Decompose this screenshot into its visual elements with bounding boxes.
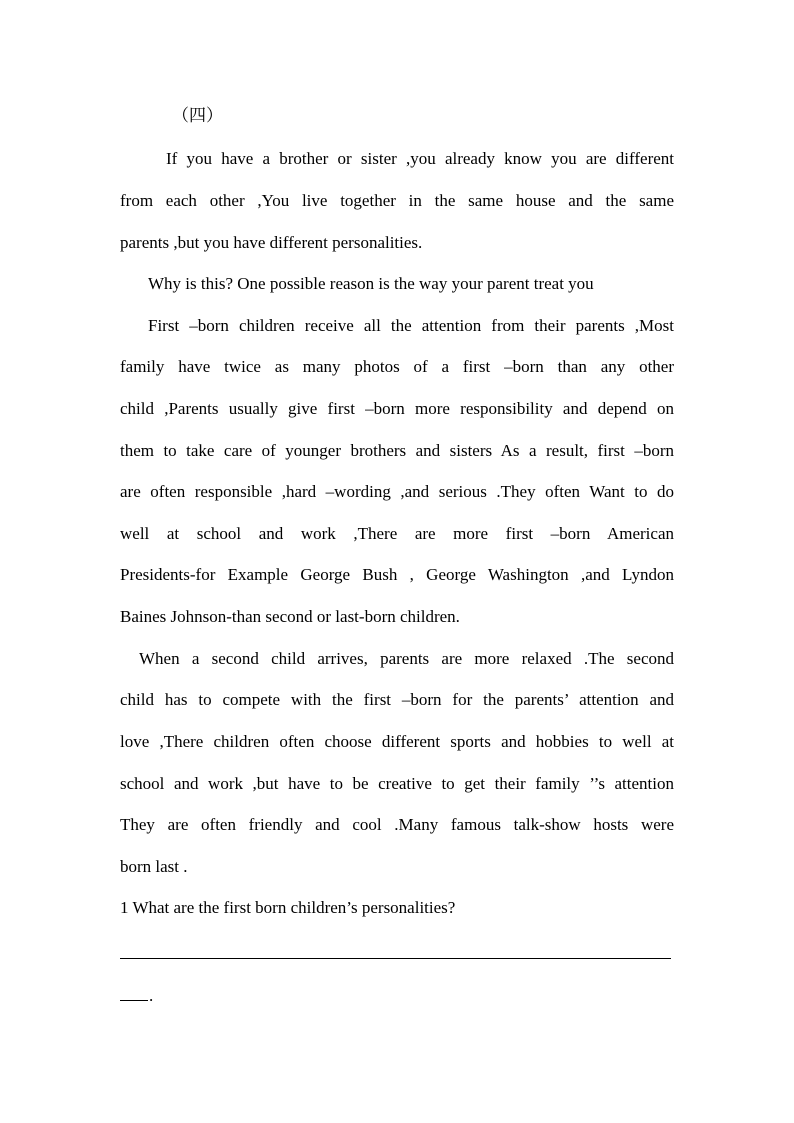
passage-line: child has to compete with the first –born for the parents’ attention and xyxy=(120,690,674,709)
question-text: 1 What are the first born children’s personalities? xyxy=(120,898,456,917)
passage-line: school and work ,but have to be creative to get their family ’’s attention xyxy=(120,774,674,793)
passage-line: well at school and work ,There are more first –born American xyxy=(120,524,674,543)
passage-line: First –born children receive all the attention from their parents ,Most xyxy=(148,316,674,335)
passage-line: When a second child arrives, parents are more relaxed .The second xyxy=(139,649,674,668)
passage-line: parents ,but you have different personalities. xyxy=(120,233,423,252)
answer-blank xyxy=(120,984,148,1001)
passage-line: from each other ,You live together in the same house and the same xyxy=(120,191,674,210)
passage-line: Why is this? One possible reason is the way your parent treat you xyxy=(148,274,594,293)
answer-period: . xyxy=(149,986,154,1005)
passage-line: them to take care of younger brothers and sisters As a result, first –born xyxy=(120,441,674,460)
passage-line: child ,Parents usually give first –born more responsibility and depend on xyxy=(120,399,674,418)
passage-line: family have twice as many photos of a first –born than any other xyxy=(120,357,674,376)
passage-line: Presidents-for Example George Bush , George Washington ,and Lyndon xyxy=(120,565,674,584)
passage-line: love ,There children often choose different sports and hobbies to well at xyxy=(120,732,674,751)
passage-line: are often responsible ,hard –wording ,and serious .They often Want to do xyxy=(120,482,674,501)
section-heading: （四） xyxy=(172,106,223,125)
passage-line: If you have a brother or sister ,you already know you are different xyxy=(166,149,674,168)
passage-line: They are often friendly and cool .Many famous talk-show hosts were xyxy=(120,815,674,834)
answer-line-tail xyxy=(120,984,153,1008)
answer-line xyxy=(120,958,671,959)
passage-line: born last . xyxy=(120,857,188,876)
passage-line: Baines Johnson-than second or last-born children. xyxy=(120,607,460,626)
